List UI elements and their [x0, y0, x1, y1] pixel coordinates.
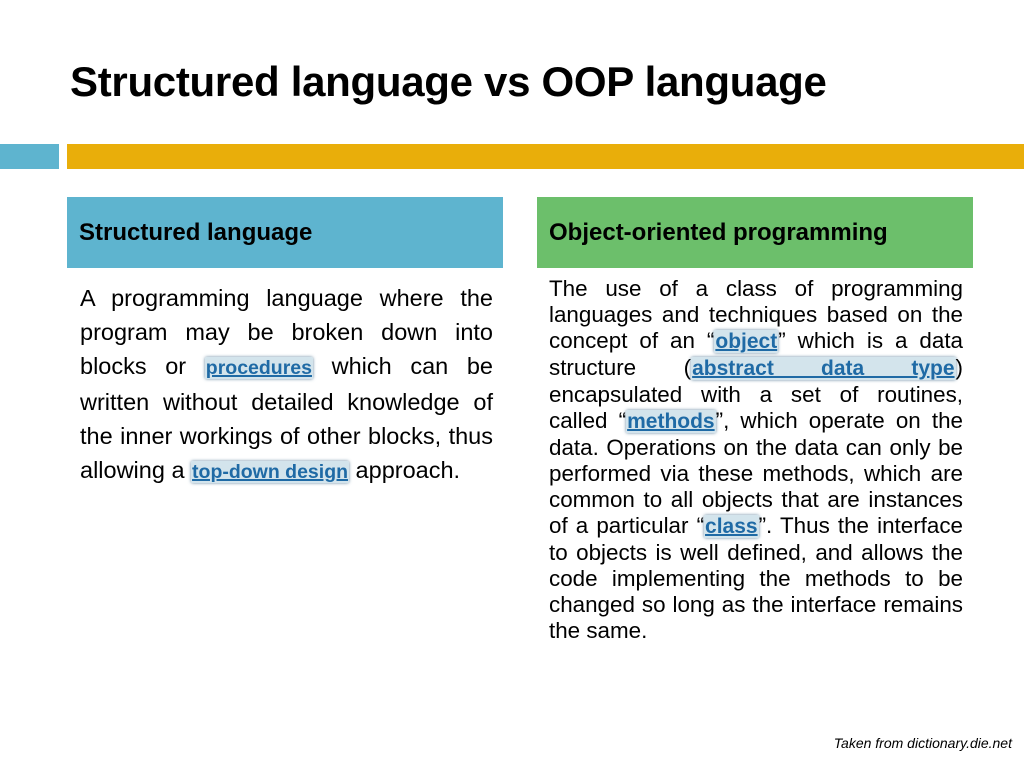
structured-language-header: Structured language	[67, 197, 503, 268]
text-segment: ”. Thus the interface to objects is well defined, and allows the code implementing the methods to be changed so long as the interface remains the same.	[549, 513, 963, 643]
text-segment: ” which is a data structure (	[549, 328, 963, 380]
text-segment: which can be written without detailed knowledge of the inner workings of other blocks, thus allowing a	[80, 353, 493, 483]
source-citation: Taken from dictionary.die.net	[833, 735, 1012, 751]
top-down-design-link[interactable]: top-down design	[192, 461, 349, 483]
methods-link[interactable]: methods	[627, 410, 715, 433]
text-segment: ”, which operate on the data. Operations on the data can only be performed via these methods, which are common to all objects that are instances of a particular “	[549, 408, 963, 538]
object-link[interactable]: object	[715, 330, 778, 353]
accent-bar-blue	[0, 144, 59, 169]
text-segment: approach.	[349, 457, 461, 483]
procedures-link[interactable]: procedures	[205, 357, 312, 379]
slide-title: Structured language vs OOP language	[70, 58, 827, 105]
text-segment: ) encapsulated with a set of routines, called “	[549, 355, 964, 433]
accent-bar-gold	[67, 144, 1024, 169]
text-segment: A programming language where the program may be broken down into blocks or	[80, 285, 493, 379]
oop-header: Object-oriented programming	[537, 197, 973, 268]
oop-description	[549, 276, 963, 644]
abstract-data-type-link[interactable]: abstract data type	[692, 357, 955, 380]
text-segment: The use of a class of programming languages and techniques based on the concept of an “	[549, 276, 963, 353]
class-link[interactable]: class	[705, 515, 758, 538]
structured-language-description	[80, 281, 493, 489]
